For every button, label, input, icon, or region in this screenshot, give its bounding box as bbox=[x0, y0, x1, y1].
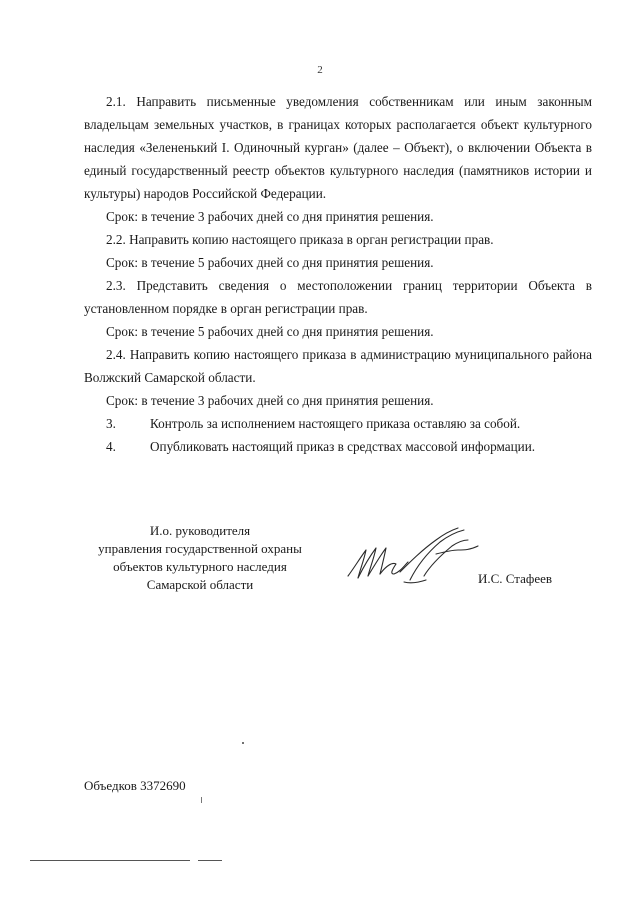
signer-name: И.С. Стафеев bbox=[478, 571, 553, 586]
signatory-title bbox=[84, 522, 316, 594]
paragraph-2-4: 2.4. Направить копию настоящего приказа в администрацию муниципального района Волжский Самарской области. bbox=[84, 347, 592, 385]
handwritten-signature bbox=[340, 522, 490, 592]
item-4-number: 4. bbox=[106, 439, 116, 454]
signatory-title-line-3: объектов культурного наследия bbox=[113, 559, 287, 574]
item-4-text: Опубликовать настоящий приказ в средствах массовой информации. bbox=[150, 439, 536, 454]
executor-note: Объедков 3372690 bbox=[84, 778, 186, 793]
item-3-text: Контроль за исполнением настоящего приказа оставляю за собой. bbox=[150, 416, 521, 431]
item-3 bbox=[84, 412, 592, 435]
paragraph-2-2: 2.2. Направить копию настоящего приказа в орган регистрации прав. bbox=[106, 232, 494, 247]
term-2-4: Срок: в течение 3 рабочих дней со дня принятия решения. bbox=[106, 393, 434, 408]
paragraph-2-3: 2.3. Представить сведения о местоположении границ территории Объекта в установленном порядке в орган регистрации прав. bbox=[84, 278, 592, 316]
signatory-title-line-4: Самарской области bbox=[146, 577, 254, 592]
paragraph-2-1: 2.1. Направить письменные уведомления собственникам или иным законным владельцам земельных участков, в границах которых располагается объект культурного наследия «Зелененький I. Одиночный курган» (далее – Объект), о включении Объекта в единый государственный реестр объектов культурного наследия (памятников истории и культуры) народов Российской Федерации. bbox=[84, 94, 592, 201]
term-2-1: Срок: в течение 3 рабочих дней со дня принятия решения. bbox=[106, 209, 434, 224]
signatory-title-line-2: управления государственной охраны bbox=[98, 541, 302, 556]
item-3-number: 3. bbox=[106, 416, 116, 431]
scan-mark bbox=[201, 797, 202, 803]
item-4 bbox=[84, 435, 592, 458]
signatory-title-line-1: И.о. руководителя bbox=[149, 523, 251, 538]
term-2-2: Срок: в течение 5 рабочих дней со дня принятия решения. bbox=[106, 255, 434, 270]
footer-rule bbox=[30, 860, 190, 861]
footer-rule-short bbox=[198, 860, 222, 861]
term-2-3: Срок: в течение 5 рабочих дней со дня принятия решения. bbox=[106, 324, 434, 339]
page-number: 2 bbox=[317, 64, 323, 76]
scan-speck bbox=[242, 742, 244, 744]
document-body bbox=[84, 90, 592, 458]
